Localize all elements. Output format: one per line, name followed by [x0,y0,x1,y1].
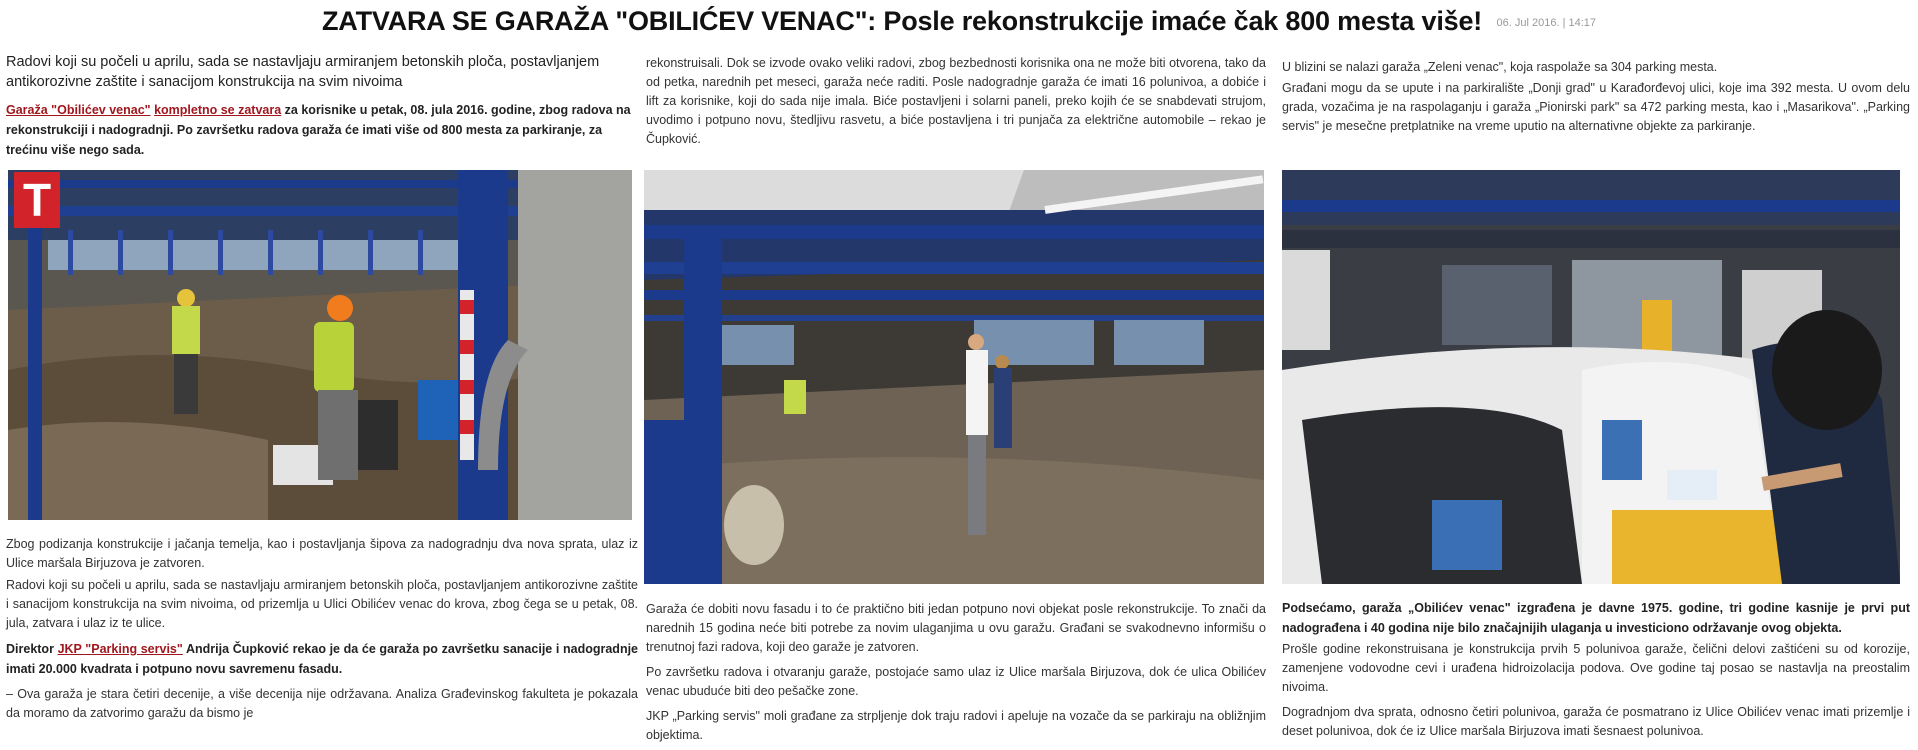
article-header [0,6,1918,37]
paragraph: Dogradnjom dva sprata, odnosno četiri polunivoa, garaža će posmatrano iz Ulice Obilićev venac imati prizemlje i deset polunivoa, dok će iz Ulice maršala Birjuzova imati šesnaest polunivoa. [1282,705,1910,738]
director-text: Andrija Čupković rekao je da će garaža po završetku sanacije i nadogradnje imati 20.000 kvadrata i potpuno novu savremenu fasadu. [6,642,638,676]
recall-paragraph: Podsećamo, garaža „Obilićev venac" izgrađena je davne 1975. godine, tri godine kasnije je prvi put nadograđena i 40 godina nije bilo značajnijih ulaganja u investiciono održavanje ovog objekta. [1282,601,1910,635]
article-date: 06. Jul 2016. | 14:17 [1496,17,1597,29]
paragraph: Zbog podizanja konstrukcije i jačanja temelja, kao i postavljanja šipova za nadogradnju dva nova sprata, ulaz iz Ulice maršala Birjuzova je zatvoren. [6,537,638,570]
paragraph: Građani mogu da se upute i na parkiralište „Donji grad" u Karađorđevoj ulici, koje ima 392 mesta. U ovom delu grada, vozačima je na raspolaganju i garaža „Pionirski park" sa 472 parking mesta, kao i „Masarikova". „Parking servis" je mesečne pretplatnike na vreme uputio na alternativne objekte za parkiranje. [1282,81,1910,133]
column-left-lower [6,535,638,723]
director-paragraph [6,639,638,679]
paragraph: Prošle godine rekonstruisana je konstrukcija prvih 5 polunivoa garaže, čelični delovi zaštićeni su od korozije, zamenjene vodovodne cevi i urađena hidroizolacija podova. Ove godine taj posao se nastavlja na preostalim nivoima. [1282,642,1910,694]
article-title: ZATVARA SE GARAŽA "OBILIĆEV VENAC": Posle rekonstrukcije imaće čak 800 mesta više! [321,6,1483,36]
intro-paragraph [6,100,638,160]
paragraph: rekonstruisali. Dok se izvode ovako veliki radovi, zbog bezbednosti korisnika ona ne može biti otvorena, tako da od petka, narednih pet meseci, garaža neće raditi. Posle nadogradnje garaža će imati 16 polunivoa, a dobiće i lift za korisnike, koji do sada nije imala. Biće postavljeni i solarni paneli, preko kojih će se snabdevati strujom, uvodimo i potpuno novu, štedljivu rasvetu, a biće postavljena i tri punjača za električne automobile – rekao je Čupković. [646,56,1266,146]
paragraph: JKP „Parking servis" moli građane za strpljenje dok traju radovi i apeluje na vozače da se parkiraju na obližnjim objektima. [646,709,1266,742]
column-right-lower [1282,598,1910,741]
garage-link[interactable]: Garaža "Obilićev venac" [6,103,151,117]
paragraph: – Ova garaža je stara četiri decenije, a više decenija nije održavana. Analiza Građevinskog fakulteta je pokazala da moramo da zatvorimo garažu da bismo je [6,687,638,720]
photo-car-garage [1282,170,1900,584]
paragraph: Po završetku radova i otvaranju garaže, postojaće samo ulaz iz Ulice maršala Birjuzova, dok će ulica Obilićev venac ubuduće biti deo pešačke zone. [646,665,1266,698]
article-lead: Radovi koji su počeli u aprilu, sada se nastavljaju armiranjem betonskih ploča, postavljanjem antikorozivne zaštite i sanacijom konstrukcija na svim nivoima [6,54,600,90]
parking-servis-link[interactable]: JKP "Parking servis" [57,642,183,656]
column-left [6,52,638,160]
intro-text: za korisnike u petak, 08. jula 2016. godine, zbog radova na rekonstrukciji i nadogradnji. Po završetku radova garaža će imati više od 800 mesta za parkiranje, za trećinu više nego sada. [6,103,631,157]
director-prefix: Direktor [6,642,58,656]
column-middle-lower [646,600,1266,745]
photo-director [644,170,1264,584]
brand-logo: T [14,172,60,228]
paragraph: U blizini se nalazi garaža „Zeleni venac", koja raspolaže sa 304 parking mesta. [1282,60,1718,74]
column-middle [646,54,1266,149]
closing-link[interactable]: kompletno se zatvara [154,103,282,117]
paragraph: Garaža će dobiti novu fasadu i to će praktično biti jedan potpuno novi objekat posle rekonstrukcije. To znači da narednih 15 godina neće biti potrebe za novim ulaganjima u ovu garažu. Građani se svakodnevno informišu o trenutnoj fazi radova, koji deo garaže je zatvoren. [646,602,1266,654]
column-right [1282,58,1910,136]
photo-workers [8,170,632,520]
paragraph: Radovi koji su počeli u aprilu, sada se nastavljaju armiranjem betonskih ploča, postavljanjem antikorozivne zaštite i sanacijom konstrukcija na svim nivoima, od prizemlja u Ulici Obilićev venac do krova, zbog čega se u petak, 08. jula, zatvara i ulaz iz te ulice. [6,578,638,630]
